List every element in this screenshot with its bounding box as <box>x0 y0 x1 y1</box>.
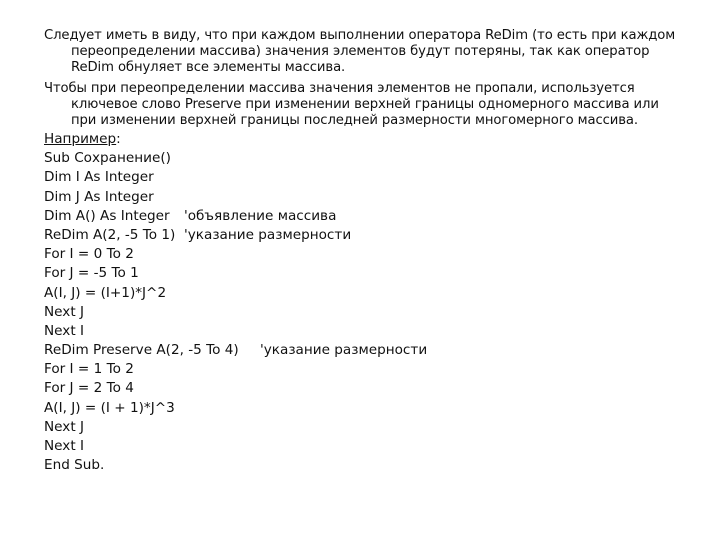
code-line <box>44 360 239 379</box>
code-text: Dim A() As Integer <box>44 207 170 224</box>
code-line <box>44 341 428 360</box>
code-line <box>44 245 239 264</box>
code-line <box>44 418 239 437</box>
code-text: Next I <box>44 322 84 339</box>
code-comment: 'объявление массива <box>184 207 337 224</box>
example-heading <box>44 130 239 149</box>
code-text: End Sub. <box>44 457 105 474</box>
code-line <box>44 168 239 187</box>
code-text: Next J <box>44 303 84 320</box>
code-line <box>44 379 239 398</box>
code-example <box>44 130 428 475</box>
code-text: Dim I As Integer <box>44 169 154 186</box>
code-line <box>44 456 239 475</box>
example-colon: : <box>116 131 121 147</box>
code-line <box>44 399 239 418</box>
code-line <box>44 284 239 303</box>
code-line <box>44 149 239 168</box>
code-text: For J = 2 To 4 <box>44 380 134 397</box>
code-line <box>44 188 239 207</box>
code-line <box>44 437 239 456</box>
code-text: Next J <box>44 418 84 435</box>
code-text: For I = 1 To 2 <box>44 361 134 378</box>
code-text: A(I, J) = (I + 1)*J^3 <box>44 399 175 416</box>
paragraph-preserve-note: Чтобы при переопределении массива значения элементов не пропали, используется ключевое слово Preserve при изменении верхней границы одномерного массива или при изменении верхней границы последней размерности многомерного массива. <box>44 81 659 128</box>
example-label: Например <box>44 131 117 147</box>
code-line <box>44 226 352 245</box>
paragraph-redim-warning: Следует иметь в виду, что при каждом выполнении оператора ReDim (то есть при каждом переопределении массива) значения элементов будут потеряны, так как оператор ReDim обнуляет все элементы массива. <box>44 28 676 75</box>
code-text: For I = 0 To 2 <box>44 246 134 263</box>
code-text: Dim J As Integer <box>44 188 154 205</box>
code-text: For J = -5 To 1 <box>44 265 139 282</box>
code-text: Sub Сохранение() <box>44 150 171 167</box>
code-line <box>44 322 239 341</box>
code-line <box>44 264 239 283</box>
code-text: ReDim A(2, -5 To 1) <box>44 226 176 243</box>
code-text: Next I <box>44 438 84 454</box>
code-comment: 'указание размерности <box>260 342 428 359</box>
code-line <box>44 303 239 322</box>
code-comment: 'указание размерности <box>184 226 352 243</box>
code-line <box>44 207 337 226</box>
code-text: ReDim Preserve A(2, -5 To 4) <box>44 342 239 359</box>
code-text: A(I, J) = (I+1)*J^2 <box>44 284 167 301</box>
